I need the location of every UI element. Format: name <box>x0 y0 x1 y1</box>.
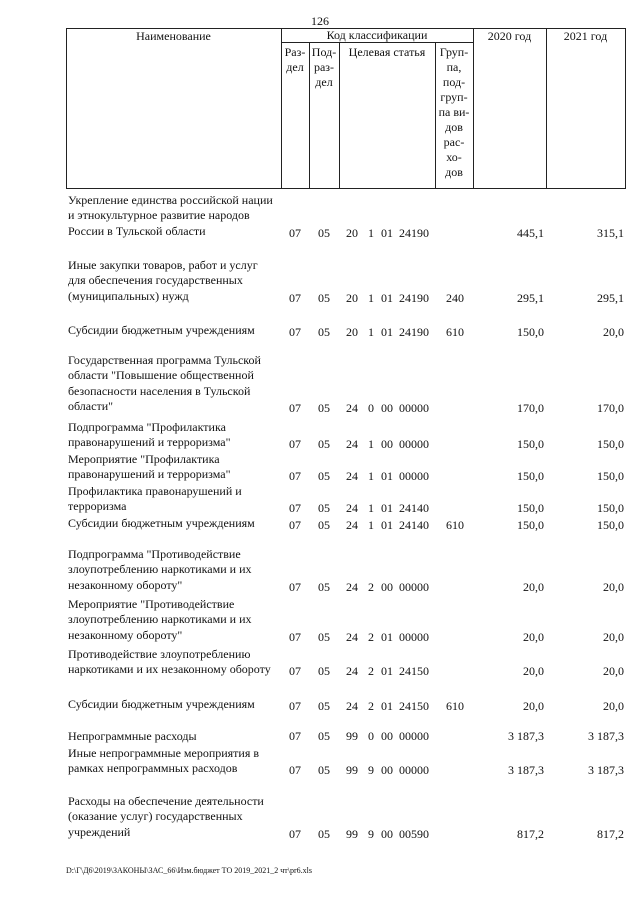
row-subsection: 05 <box>318 325 330 339</box>
row-expense-group: 610 <box>446 699 464 713</box>
row-target-direction: 24140 <box>399 501 429 516</box>
row-target-subprogram: 2 <box>368 664 374 679</box>
row-target-subprogram: 0 <box>368 401 374 416</box>
row-target-subprogram: 1 <box>368 518 374 532</box>
row-target-program: 99 <box>346 763 358 778</box>
header-year-2020: 2020 год <box>487 29 532 43</box>
row-target-direction: 24140 <box>399 518 429 532</box>
col-border-right <box>625 28 626 189</box>
row-amount-2021: 295,1 <box>597 290 624 305</box>
row-target-event: 01 <box>381 225 393 240</box>
row-target-program: 24 <box>346 699 358 713</box>
row-target-direction: 00000 <box>399 437 429 452</box>
row-amount-2020: 3 187,3 <box>508 729 544 743</box>
row-target-subprogram: 2 <box>368 629 374 644</box>
header-target-article: Целевая статья <box>348 45 426 59</box>
row-section: 07 <box>289 225 301 240</box>
row-section: 07 <box>289 664 301 679</box>
row-subsection: 05 <box>318 579 330 594</box>
row-target-program: 24 <box>346 579 358 594</box>
row-amount-2021: 3 187,3 <box>588 729 624 743</box>
row-amount-2020: 20,0 <box>523 629 544 644</box>
header-subsection: Под- раз- дел <box>311 45 337 89</box>
row-target-subprogram: 2 <box>368 579 374 594</box>
row-subsection: 05 <box>318 290 330 305</box>
row-name: Иные закупки товаров, работ и услуг для обеспечения государственных (муниципальных) нужд <box>68 258 258 303</box>
row-amount-2020: 150,0 <box>517 469 544 484</box>
row-amount-2021: 20,0 <box>603 325 624 339</box>
row-subsection: 05 <box>318 518 330 532</box>
row-target-subprogram: 1 <box>368 225 374 240</box>
row-target-program: 24 <box>346 629 358 644</box>
col-border-subsection <box>339 42 340 189</box>
row-subsection: 05 <box>318 225 330 240</box>
row-section: 07 <box>289 579 301 594</box>
header-group: Груп- па, под- груп- па ви- дов рас- хо- дов <box>438 45 470 179</box>
row-amount-2021: 170,0 <box>597 401 624 416</box>
row-target-subprogram: 9 <box>368 763 374 778</box>
row-target-direction: 00000 <box>399 469 429 484</box>
row-section: 07 <box>289 826 301 841</box>
row-section: 07 <box>289 437 301 452</box>
row-section: 07 <box>289 401 301 416</box>
header-name: Наименование <box>136 29 211 43</box>
row-name: Мероприятие "Профилактика правонарушений и терроризма" <box>68 452 231 482</box>
row-target-program: 24 <box>346 401 358 416</box>
row-name: Противодействие злоупотреблению наркотиками и их незаконному обороту <box>68 647 271 677</box>
row-target-event: 00 <box>381 763 393 778</box>
row-target-event: 01 <box>381 664 393 679</box>
row-name: Государственная программа Тульской области "Повышение общественной безопасности населения в Тульской области" <box>68 353 261 414</box>
row-target-direction: 24190 <box>399 290 429 305</box>
row-target-direction: 24190 <box>399 325 429 339</box>
row-amount-2020: 20,0 <box>523 664 544 679</box>
row-target-direction: 00000 <box>399 729 429 743</box>
row-expense-group: 610 <box>446 518 464 532</box>
row-amount-2021: 150,0 <box>597 501 624 516</box>
row-target-event: 00 <box>381 826 393 841</box>
row-target-direction: 24150 <box>399 664 429 679</box>
row-target-program: 24 <box>346 518 358 532</box>
row-amount-2021: 20,0 <box>603 629 624 644</box>
row-subsection: 05 <box>318 664 330 679</box>
row-amount-2021: 315,1 <box>597 225 624 240</box>
row-name: Иные непрограммные мероприятия в рамках непрограммных расходов <box>68 746 260 776</box>
table-header <box>66 28 626 188</box>
row-name: Расходы на обеспечение деятельности (оказание услуг) государственных учреждений <box>68 794 264 839</box>
row-subsection: 05 <box>318 826 330 841</box>
row-target-event: 00 <box>381 729 393 743</box>
row-amount-2021: 20,0 <box>603 664 624 679</box>
row-section: 07 <box>289 729 301 743</box>
row-subsection: 05 <box>318 437 330 452</box>
row-amount-2020: 817,2 <box>517 826 544 841</box>
header-year-2021: 2021 год <box>563 29 608 43</box>
row-amount-2021: 150,0 <box>597 469 624 484</box>
row-amount-2020: 170,0 <box>517 401 544 416</box>
row-name: Укрепление единства российской нации и этнокультурное развитие народов России в Тульской области <box>68 193 273 238</box>
row-amount-2020: 150,0 <box>517 437 544 452</box>
row-target-direction: 00000 <box>399 401 429 416</box>
row-subsection: 05 <box>318 501 330 516</box>
row-target-event: 00 <box>381 401 393 416</box>
row-target-subprogram: 0 <box>368 729 374 743</box>
row-amount-2020: 20,0 <box>523 699 544 713</box>
row-target-subprogram: 1 <box>368 325 374 339</box>
row-subsection: 05 <box>318 469 330 484</box>
row-expense-group: 240 <box>446 290 464 305</box>
row-amount-2020: 150,0 <box>517 501 544 516</box>
row-amount-2020: 3 187,3 <box>508 763 544 778</box>
row-target-direction: 00000 <box>399 579 429 594</box>
row-target-subprogram: 1 <box>368 290 374 305</box>
row-name: Непрограммные расходы <box>68 729 197 743</box>
col-border-year1 <box>546 28 547 189</box>
header-code-classification: Код классификации <box>326 28 428 42</box>
row-target-direction: 24190 <box>399 225 429 240</box>
row-amount-2021: 150,0 <box>597 437 624 452</box>
row-amount-2021: 20,0 <box>603 579 624 594</box>
row-target-program: 20 <box>346 290 358 305</box>
header-section: Раз- дел <box>284 45 306 74</box>
row-amount-2020: 150,0 <box>517 325 544 339</box>
footer-file-path: D:\Г\Д6\2019\ЗАКОНЫ\ЗАС_66\Изм.бюджет ТО 2019_2021_2 чт\pr6.xls <box>66 866 312 875</box>
row-target-program: 99 <box>346 729 358 743</box>
row-target-subprogram: 1 <box>368 469 374 484</box>
row-amount-2020: 20,0 <box>523 579 544 594</box>
row-section: 07 <box>289 763 301 778</box>
row-subsection: 05 <box>318 401 330 416</box>
row-amount-2020: 150,0 <box>517 518 544 532</box>
row-name: Субсидии бюджетным учреждениям <box>68 697 255 711</box>
row-amount-2021: 20,0 <box>603 699 624 713</box>
row-target-program: 24 <box>346 501 358 516</box>
row-amount-2021: 3 187,3 <box>588 763 624 778</box>
row-section: 07 <box>289 501 301 516</box>
row-name: Субсидии бюджетным учреждениям <box>68 516 255 530</box>
row-target-event: 00 <box>381 437 393 452</box>
row-target-event: 01 <box>381 501 393 516</box>
row-target-subprogram: 2 <box>368 699 374 713</box>
row-amount-2020: 445,1 <box>517 225 544 240</box>
row-subsection: 05 <box>318 629 330 644</box>
row-expense-group: 610 <box>446 325 464 339</box>
row-section: 07 <box>289 469 301 484</box>
page-number: 126 <box>311 14 329 28</box>
row-name: Субсидии бюджетным учреждениям <box>68 323 255 337</box>
row-section: 07 <box>289 629 301 644</box>
row-target-subprogram: 9 <box>368 826 374 841</box>
row-section: 07 <box>289 518 301 532</box>
row-subsection: 05 <box>318 699 330 713</box>
row-name: Подпрограмма "Противодействие злоупотреблению наркотиками и их незаконному обороту" <box>68 547 252 592</box>
row-target-program: 99 <box>346 826 358 841</box>
row-name: Профилактика правонарушений и терроризма <box>68 484 242 514</box>
row-target-direction: 00000 <box>399 629 429 644</box>
row-section: 07 <box>289 699 301 713</box>
row-target-event: 00 <box>381 579 393 594</box>
row-subsection: 05 <box>318 729 330 743</box>
row-target-event: 01 <box>381 325 393 339</box>
row-target-event: 01 <box>381 629 393 644</box>
row-name: Мероприятие "Противодействие злоупотреблению наркотиками и их незаконному обороту" <box>68 597 252 642</box>
col-border-left <box>66 28 67 189</box>
row-target-program: 24 <box>346 664 358 679</box>
row-target-program: 20 <box>346 325 358 339</box>
row-target-subprogram: 1 <box>368 437 374 452</box>
row-target-program: 24 <box>346 437 358 452</box>
row-target-event: 01 <box>381 469 393 484</box>
row-section: 07 <box>289 325 301 339</box>
row-target-program: 20 <box>346 225 358 240</box>
row-target-direction: 24150 <box>399 699 429 713</box>
col-border-group <box>473 28 474 189</box>
row-section: 07 <box>289 290 301 305</box>
row-subsection: 05 <box>318 763 330 778</box>
row-target-event: 01 <box>381 699 393 713</box>
row-amount-2021: 150,0 <box>597 518 624 532</box>
row-amount-2020: 295,1 <box>517 290 544 305</box>
row-target-subprogram: 1 <box>368 501 374 516</box>
row-name: Подпрограмма "Профилактика правонарушений и терроризма" <box>68 420 231 450</box>
row-target-program: 24 <box>346 469 358 484</box>
row-target-event: 01 <box>381 290 393 305</box>
row-target-direction: 00590 <box>399 826 429 841</box>
row-target-event: 01 <box>381 518 393 532</box>
row-target-direction: 00000 <box>399 763 429 778</box>
row-amount-2021: 817,2 <box>597 826 624 841</box>
header-bottom-border <box>66 188 626 189</box>
